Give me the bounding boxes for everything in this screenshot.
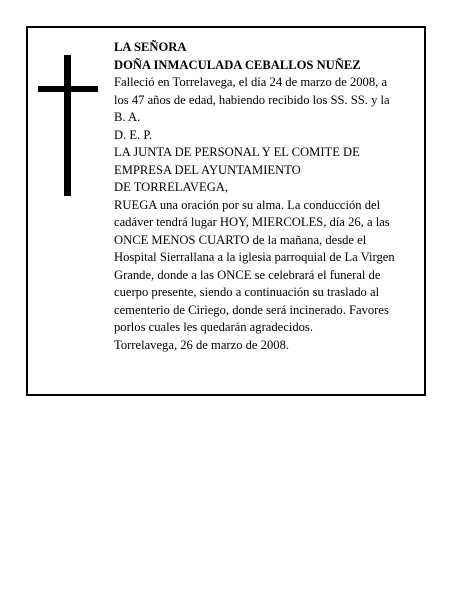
obituary-body-line: EMPRESA DEL AYUNTAMIENTO (114, 162, 301, 177)
obituary-body-line: D. E. P. (114, 127, 153, 142)
cross-horizontal-bar (38, 86, 98, 92)
obituary-body-line: cadáver tendrá lugar HOY, MIERCOLES, día 26, a las (114, 215, 390, 229)
obituary-body-line: cementerio de Ciriego, donde será incinerado. Favores (114, 302, 389, 317)
obituary-text (114, 39, 418, 354)
cross-vertical-bar (64, 55, 71, 196)
obituary-body-line: Hospital Sierrallana a la iglesia parroquial de La Virgen (114, 250, 395, 264)
obituary-body-line: LA JUNTA DE PERSONAL Y EL COMITE DE (114, 145, 360, 159)
obituary-body-line: ONCE MENOS CUARTO de la mañana, desde el (114, 232, 367, 247)
obituary-date-line: Torrelavega, 26 de marzo de 2008. (114, 337, 290, 352)
obituary-body-line: Falleció en Torrelavega, el día 24 de marzo de 2008, a (114, 75, 388, 89)
obituary-body-line: los 47 años de edad, habiendo recibido los SS. SS. y la (114, 92, 390, 107)
obituary-title-line-1: LA SEÑORA (114, 40, 187, 54)
obituary-body-line: cuerpo presente, siendo a continuación su traslado al (114, 285, 380, 299)
obituary-body-line: Grande, donde a las ONCE se celebrará el funeral de (114, 267, 381, 282)
obituary-body-line: DE TORRELAVEGA, (114, 180, 229, 194)
obituary-body-line: B. A. (114, 110, 141, 124)
obituary-body-line: RUEGA una oración por su alma. La conducción del (114, 197, 381, 212)
obituary-title-line-2: DOÑA INMACULADA CEBALLOS NUÑEZ (114, 57, 361, 72)
obituary-body-line: porlos cuales les quedarán agradecidos. (114, 320, 313, 334)
